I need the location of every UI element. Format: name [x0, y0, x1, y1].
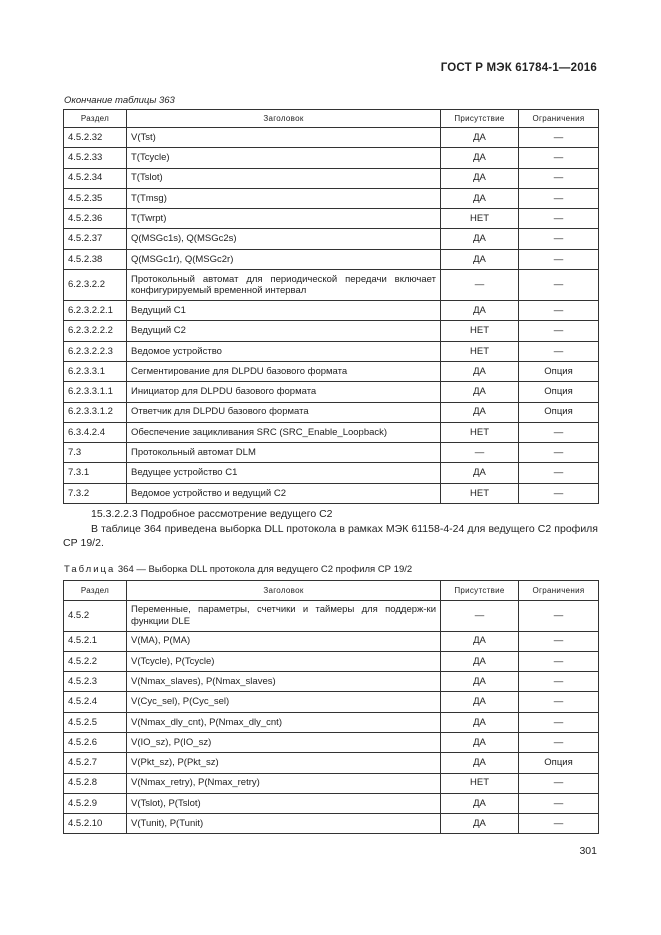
col-header-restrictions: Ограничения — [519, 110, 599, 128]
cell-restrictions: — — [519, 422, 599, 442]
cell-restrictions: — — [519, 712, 599, 732]
cell-section: 4.5.2.3 — [64, 672, 127, 692]
cell-restrictions: Опция — [519, 753, 599, 773]
cell-section: 6.2.3.2.2.1 — [64, 301, 127, 321]
cell-section: 4.5.2.9 — [64, 793, 127, 813]
table2-caption — [64, 564, 412, 575]
cell-presence: ДА — [441, 692, 519, 712]
cell-presence: ДА — [441, 148, 519, 168]
table-row — [64, 712, 599, 732]
cell-title: Ведущий С2 — [127, 321, 441, 341]
cell-presence: НЕТ — [441, 422, 519, 442]
cell-presence: ДА — [441, 814, 519, 834]
table-row — [64, 773, 599, 793]
table-row — [64, 301, 599, 321]
cell-restrictions: — — [519, 321, 599, 341]
cell-section: 7.3.1 — [64, 463, 127, 483]
cell-section: 4.5.2.34 — [64, 168, 127, 188]
cell-section: 6.2.3.3.1.2 — [64, 402, 127, 422]
col-header-title: Заголовок — [127, 581, 441, 601]
cell-presence: НЕТ — [441, 209, 519, 229]
cell-restrictions: — — [519, 341, 599, 361]
cell-section: 4.5.2.6 — [64, 732, 127, 752]
cell-title: Q(MSGc1s), Q(MSGc2s) — [127, 229, 441, 249]
cell-restrictions: — — [519, 631, 599, 651]
cell-restrictions: — — [519, 463, 599, 483]
cell-restrictions: — — [519, 793, 599, 813]
cell-title: V(Tcycle), P(Tcycle) — [127, 651, 441, 671]
cell-restrictions: — — [519, 301, 599, 321]
table-363-end — [63, 109, 599, 504]
cell-presence: ДА — [441, 712, 519, 732]
cell-title: T(Twrpt) — [127, 209, 441, 229]
table-row — [64, 753, 599, 773]
section-paragraph: В таблице 364 приведена выборка DLL протокола в рамках МЭК 61158-4-24 для ведущего С2 профиля СР 19/2. — [63, 523, 598, 549]
cell-presence: ДА — [441, 301, 519, 321]
table-row — [64, 148, 599, 168]
col-header-title: Заголовок — [127, 110, 441, 128]
table-header-row — [64, 110, 599, 128]
table-row — [64, 814, 599, 834]
cell-restrictions: — — [519, 732, 599, 752]
cell-restrictions: — — [519, 651, 599, 671]
cell-title: Инициатор для DLPDU базового формата — [127, 382, 441, 402]
cell-presence: ДА — [441, 631, 519, 651]
cell-restrictions: — — [519, 773, 599, 793]
cell-title: Сегментирование для DLPDU базового формата — [127, 361, 441, 381]
cell-title: Ведомое устройство и ведущий С2 — [127, 483, 441, 503]
table-row — [64, 249, 599, 269]
cell-title: V(Nmax_slaves), P(Nmax_slaves) — [127, 672, 441, 692]
cell-title: T(Tcycle) — [127, 148, 441, 168]
cell-restrictions: — — [519, 209, 599, 229]
cell-restrictions: Опция — [519, 361, 599, 381]
cell-restrictions: Опция — [519, 402, 599, 422]
cell-restrictions: — — [519, 148, 599, 168]
cell-title: V(Tunit), P(Tunit) — [127, 814, 441, 834]
cell-presence: ДА — [441, 402, 519, 422]
cell-section: 4.5.2.35 — [64, 188, 127, 208]
cell-title: V(Pkt_sz), P(Pkt_sz) — [127, 753, 441, 773]
cell-section: 6.2.3.2.2.2 — [64, 321, 127, 341]
cell-section: 4.5.2.33 — [64, 148, 127, 168]
table-row — [64, 168, 599, 188]
cell-title: V(Tst) — [127, 128, 441, 148]
table-364 — [63, 580, 599, 834]
table-row — [64, 422, 599, 442]
table-row — [64, 382, 599, 402]
cell-restrictions: — — [519, 692, 599, 712]
cell-section: 4.5.2.36 — [64, 209, 127, 229]
cell-restrictions: — — [519, 672, 599, 692]
table-row — [64, 672, 599, 692]
cell-section: 6.2.3.2.2.3 — [64, 341, 127, 361]
col-header-presence: Присутствие — [441, 581, 519, 601]
cell-section: 4.5.2.2 — [64, 651, 127, 671]
cell-title: T(Tmsg) — [127, 188, 441, 208]
table-row — [64, 443, 599, 463]
cell-section: 4.5.2.1 — [64, 631, 127, 651]
cell-section: 7.3.2 — [64, 483, 127, 503]
col-header-section: Раздел — [64, 110, 127, 128]
cell-presence: — — [441, 600, 519, 631]
cell-presence: ДА — [441, 249, 519, 269]
cell-title: Переменные, параметры, счетчики и таймеры для поддерж-ки функции DLE — [127, 600, 441, 631]
cell-restrictions: — — [519, 483, 599, 503]
table-row — [64, 651, 599, 671]
cell-presence: ДА — [441, 229, 519, 249]
cell-section: 4.5.2.37 — [64, 229, 127, 249]
cell-title: V(Cyc_sel), P(Cyc_sel) — [127, 692, 441, 712]
table-header-row — [64, 581, 599, 601]
cell-section: 4.5.2.4 — [64, 692, 127, 712]
cell-section: 4.5.2.10 — [64, 814, 127, 834]
cell-title: Ответчик для DLPDU базового формата — [127, 402, 441, 422]
cell-restrictions: — — [519, 128, 599, 148]
cell-section: 4.5.2.38 — [64, 249, 127, 269]
cell-section: 4.5.2.7 — [64, 753, 127, 773]
cell-presence: ДА — [441, 753, 519, 773]
col-header-section: Раздел — [64, 581, 127, 601]
cell-restrictions: — — [519, 168, 599, 188]
cell-presence: ДА — [441, 128, 519, 148]
cell-presence: ДА — [441, 732, 519, 752]
cell-title: Q(MSGc1r), Q(MSGc2r) — [127, 249, 441, 269]
cell-restrictions: — — [519, 270, 599, 301]
cell-title: Ведущий С1 — [127, 301, 441, 321]
cell-title: Ведущее устройство С1 — [127, 463, 441, 483]
cell-section: 6.3.4.2.4 — [64, 422, 127, 442]
cell-title: V(Nmax_retry), P(Nmax_retry) — [127, 773, 441, 793]
table-row — [64, 229, 599, 249]
table-row — [64, 793, 599, 813]
table1-caption: Окончание таблицы 363 — [64, 95, 175, 106]
cell-title: V(IO_sz), P(IO_sz) — [127, 732, 441, 752]
cell-title: Протокольный автомат для периодической передачи включает конфигурируемый временной интервал — [127, 270, 441, 301]
table-row — [64, 692, 599, 712]
cell-title: Ведомое устройство — [127, 341, 441, 361]
cell-presence: НЕТ — [441, 321, 519, 341]
table-row — [64, 188, 599, 208]
cell-section: 4.5.2 — [64, 600, 127, 631]
cell-restrictions: — — [519, 443, 599, 463]
cell-presence: ДА — [441, 168, 519, 188]
col-header-presence: Присутствие — [441, 110, 519, 128]
cell-presence: ДА — [441, 463, 519, 483]
cell-title: V(MA), P(MA) — [127, 631, 441, 651]
cell-presence: НЕТ — [441, 773, 519, 793]
cell-section: 4.5.2.32 — [64, 128, 127, 148]
cell-presence: ДА — [441, 672, 519, 692]
col-header-restrictions: Ограничения — [519, 581, 599, 601]
table-row — [64, 209, 599, 229]
cell-section: 4.5.2.5 — [64, 712, 127, 732]
table-row — [64, 270, 599, 301]
table-row — [64, 600, 599, 631]
cell-title: Протокольный автомат DLM — [127, 443, 441, 463]
table-row — [64, 631, 599, 651]
table-row — [64, 361, 599, 381]
cell-presence: ДА — [441, 361, 519, 381]
cell-section: 6.2.3.2.2 — [64, 270, 127, 301]
cell-restrictions: — — [519, 229, 599, 249]
cell-title: V(Tslot), P(Tslot) — [127, 793, 441, 813]
document-header: ГОСТ Р МЭК 61784-1—2016 — [440, 62, 597, 74]
cell-presence: — — [441, 443, 519, 463]
table-row — [64, 402, 599, 422]
cell-restrictions: — — [519, 814, 599, 834]
cell-restrictions: — — [519, 249, 599, 269]
cell-title: V(Nmax_dly_cnt), P(Nmax_dly_cnt) — [127, 712, 441, 732]
cell-restrictions: — — [519, 188, 599, 208]
table-row — [64, 321, 599, 341]
cell-presence: ДА — [441, 651, 519, 671]
table2-caption-text: 364 — Выборка DLL протокола для ведущего С2 профиля СР 19/2 — [117, 564, 413, 575]
cell-presence: ДА — [441, 793, 519, 813]
cell-section: 6.2.3.3.1 — [64, 361, 127, 381]
cell-title: Обеспечение зацикливания SRC (SRC_Enable_Loopback) — [127, 422, 441, 442]
cell-section: 4.5.2.8 — [64, 773, 127, 793]
cell-title: T(Tslot) — [127, 168, 441, 188]
table-row — [64, 732, 599, 752]
table-row — [64, 463, 599, 483]
section-heading: 15.3.2.2.3 Подробное рассмотрение ведущего С2 — [91, 508, 333, 520]
table-row — [64, 128, 599, 148]
cell-presence: — — [441, 270, 519, 301]
cell-presence: НЕТ — [441, 483, 519, 503]
cell-restrictions: — — [519, 600, 599, 631]
cell-presence: ДА — [441, 382, 519, 402]
cell-presence: ДА — [441, 188, 519, 208]
table-row — [64, 483, 599, 503]
cell-section: 7.3 — [64, 443, 127, 463]
cell-section: 6.2.3.3.1.1 — [64, 382, 127, 402]
cell-presence: НЕТ — [441, 341, 519, 361]
cell-restrictions: Опция — [519, 382, 599, 402]
page-number: 301 — [579, 845, 597, 857]
table2-caption-label: Таблица — [64, 564, 116, 575]
table-row — [64, 341, 599, 361]
